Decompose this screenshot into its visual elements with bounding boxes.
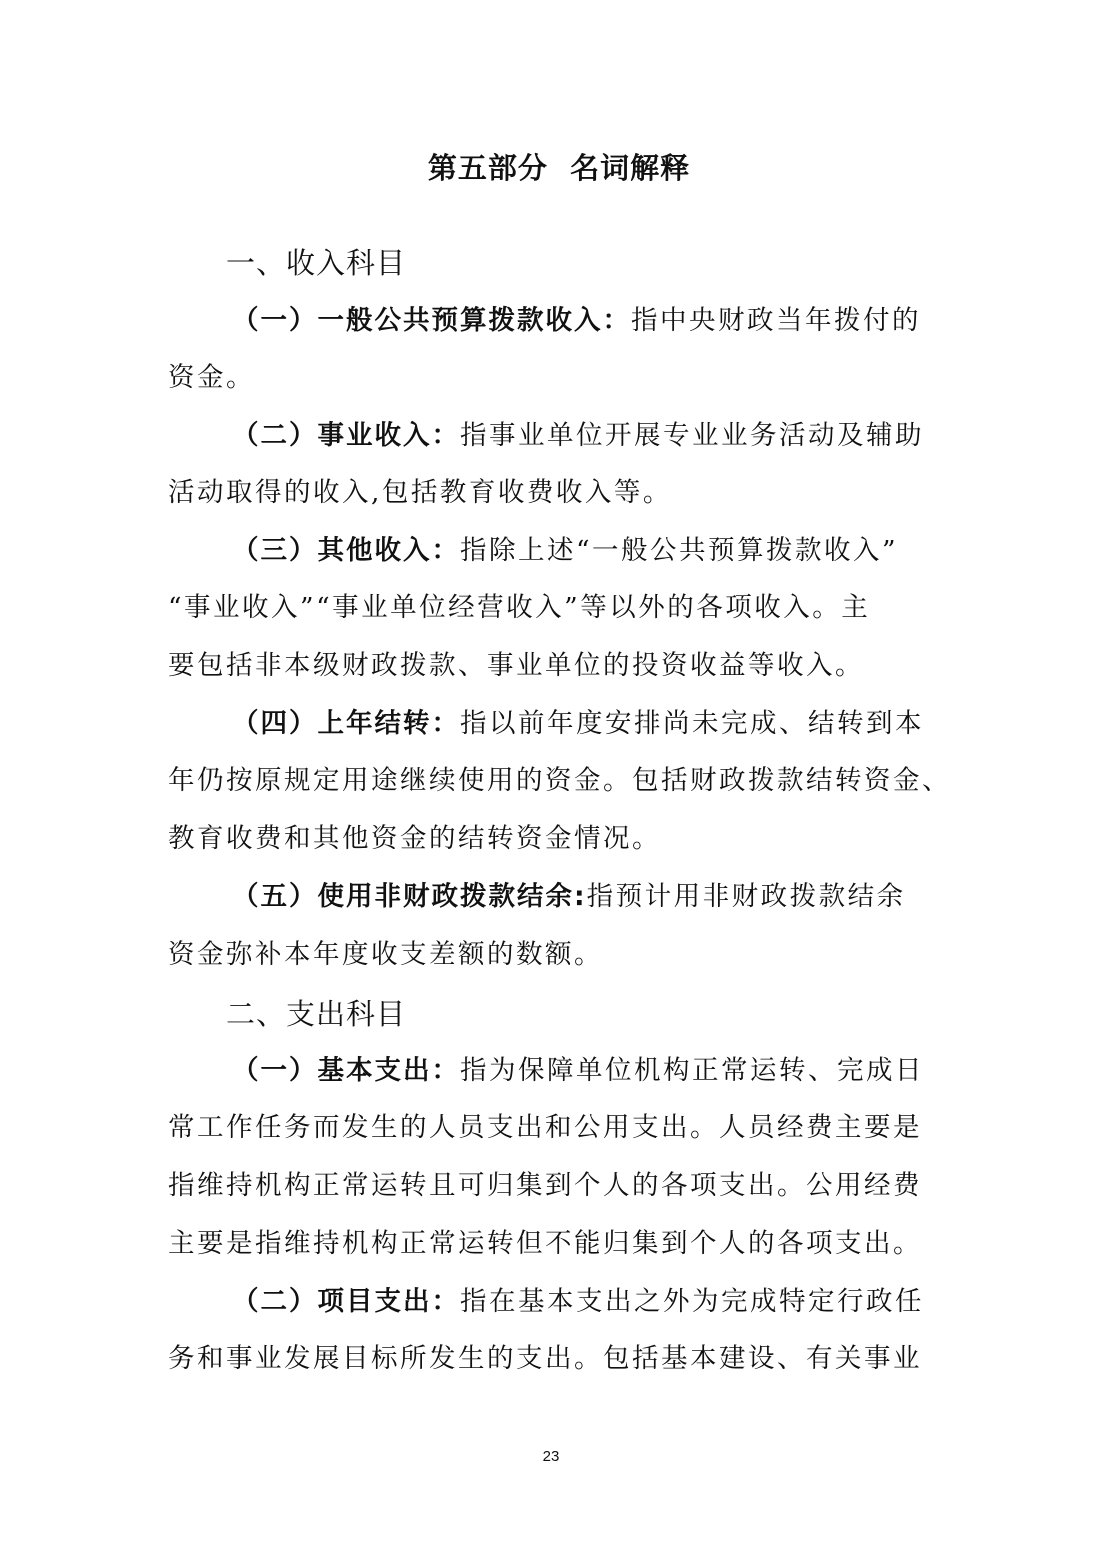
term-label: （三）其他收入： [232,535,460,566]
term-other-income [232,530,1032,572]
section-heading-income: 一、收入科目 [226,246,407,280]
definition-line: “事业收入”“事业单位经营收入”等以外的各项收入。主 [168,592,871,623]
definition-line: 教育收费和其他资金的结转资金情况。 [168,823,661,854]
term-definition: 指在基本支出之外为完成特定行政任 [460,1286,924,1317]
definition-line: 资金。 [168,362,255,393]
term-definition: 指除上述“一般公共预算拨款收入” [460,535,899,566]
definition-line: 主要是指维持机构正常运转但不能归集到个人的各项支出。 [168,1228,922,1259]
term-definition: 指预计用非财政拨款结余 [586,881,906,912]
definition-line: 活动取得的收入,包括教育收费收入等。 [168,477,672,508]
page-number: 23 [542,1448,560,1465]
term-label: （二）事业收入： [232,420,460,451]
definition-line: 要包括非本级财政拨款、事业单位的投资收益等收入。 [168,650,864,681]
term-definition: 指为保障单位机构正常运转、完成日 [460,1055,924,1086]
term-label: （五）使用非财政拨款结余: [232,881,587,912]
term-definition: 指事业单位开展专业业务活动及辅助 [460,420,924,451]
term-prior-year-carryover [232,703,1032,745]
term-definition: 指中央财政当年拨付的 [631,305,921,336]
term-definition: 指以前年度安排尚未完成、结转到本 [460,708,924,739]
definition-line: 资金弥补本年度收支差额的数额。 [168,939,603,970]
definition-line: 年仍按原规定用途继续使用的资金。包括财政拨款结转资金、 [168,765,951,796]
term-general-budget-allocation [232,300,1032,342]
term-project-expenditure [232,1281,1032,1323]
term-label: （一）基本支出： [232,1055,460,1086]
definition-line: 务和事业发展目标所发生的支出。包括基本建设、有关事业 [168,1343,922,1374]
term-label: （二）项目支出： [232,1286,460,1317]
definition-line: 常工作任务而发生的人员支出和公用支出。人员经费主要是 [168,1112,922,1143]
term-label: （一）一般公共预算拨款收入： [232,305,631,336]
term-business-income [232,415,1032,457]
term-non-fiscal-balance [232,876,1032,918]
definition-line: 指维持机构正常运转且可归集到个人的各项支出。公用经费 [168,1170,922,1201]
section-heading-expenditure: 二、支出科目 [226,997,407,1031]
term-basic-expenditure [232,1050,1032,1092]
term-label: （四）上年结转： [232,708,460,739]
page-title: 第五部分 名词解释 [427,151,691,185]
